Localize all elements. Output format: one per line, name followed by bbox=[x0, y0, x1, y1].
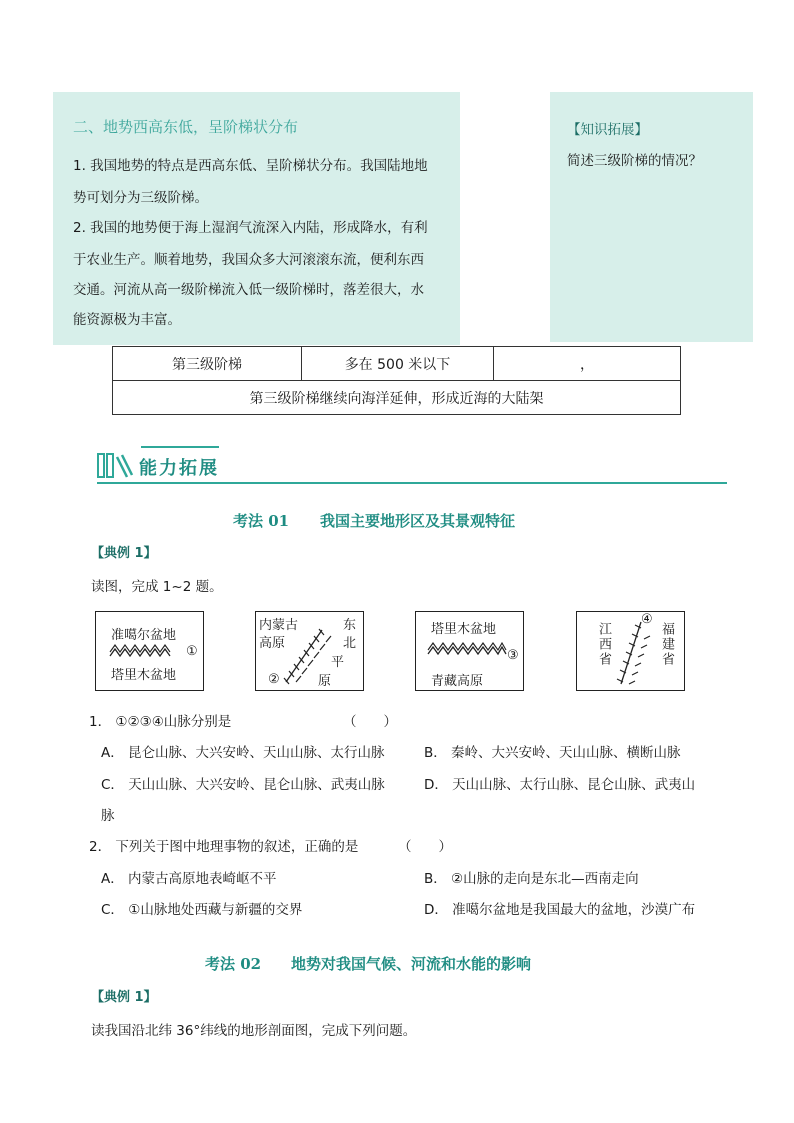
map-figure-3 bbox=[415, 611, 524, 691]
table-row bbox=[113, 347, 681, 381]
map-label: 青藏高原 bbox=[431, 674, 484, 689]
answer-blank: （ ） bbox=[343, 714, 397, 730]
table-row bbox=[113, 381, 681, 415]
kaofa-title: 我国主要地形区及其景观特征 bbox=[320, 512, 516, 530]
map-marker: ④ bbox=[641, 612, 653, 627]
option-c: C． ①山脉地处西藏与新疆的交界 bbox=[101, 902, 303, 918]
option-d: D． 准噶尔盆地是我国最大的盆地，沙漠广布 bbox=[424, 902, 696, 918]
paragraph-line: 能资源极为丰富。 bbox=[73, 312, 181, 328]
paragraph-line: 交通。河流从高一级阶梯流入低一级阶梯时，落差很大，水 bbox=[73, 282, 424, 298]
knowledge-panel bbox=[53, 92, 460, 345]
terrain-steps-table bbox=[112, 346, 681, 415]
option-d-continued: 脉 bbox=[101, 808, 115, 824]
table-cell: 第三级阶梯继续向海洋延伸，形成近海的大陆架 bbox=[113, 381, 681, 415]
section-rule bbox=[97, 482, 727, 484]
kaofa-label: 考法 01 bbox=[233, 512, 290, 530]
map-label: 北 bbox=[343, 636, 357, 651]
paragraph-line: 于农业生产。顺着地势，我国众多大河滚滚东流，便利东西 bbox=[73, 252, 424, 268]
paragraph-line: 势可划分为三级阶梯。 bbox=[73, 190, 208, 206]
option-a: A． 内蒙古高原地表崎岖不平 bbox=[101, 871, 277, 887]
books-icon bbox=[97, 451, 135, 479]
example-tag: 【典例 1】 bbox=[91, 546, 157, 561]
question-stem: 1． ①②③④山脉分别是 bbox=[89, 714, 232, 730]
extension-title: 【知识拓展】 bbox=[567, 122, 648, 138]
panel-heading: 二、地势西高东低，呈阶梯状分布 bbox=[73, 118, 299, 136]
map-marker: ③ bbox=[507, 648, 519, 663]
instruction-text: 读我国沿北纬 36°纬线的地形剖面图，完成下列问题。 bbox=[91, 1023, 417, 1039]
map-label: 原 bbox=[318, 674, 332, 689]
map-label: 东 bbox=[343, 618, 357, 633]
paragraph-line: 1. 我国地势的特点是西高东低、呈阶梯状分布。我国陆地地 bbox=[73, 158, 428, 174]
kaofa-title: 地势对我国气候、河流和水能的影响 bbox=[291, 955, 532, 973]
knowledge-extension-panel bbox=[550, 92, 753, 342]
map-marker: ② bbox=[268, 672, 280, 687]
extension-question: 简述三级阶梯的情况？ bbox=[567, 153, 702, 169]
map-marker: ① bbox=[186, 644, 198, 659]
map-label: 内蒙古 bbox=[259, 618, 299, 633]
table-cell: 第三级阶梯 bbox=[113, 347, 302, 381]
map-figure-4 bbox=[576, 611, 685, 691]
option-d: D． 天山山脉、太行山脉、昆仑山脉、武夷山 bbox=[424, 777, 696, 793]
map-label: 福建省 bbox=[659, 622, 674, 667]
option-b: B． ②山脉的走向是东北—西南走向 bbox=[424, 871, 639, 887]
paragraph-line: 2. 我国的地势便于海上湿润气流深入内陆，形成降水，有利 bbox=[73, 220, 428, 236]
option-a: A． 昆仑山脉、大兴安岭、天山山脉、太行山脉 bbox=[101, 745, 385, 761]
answer-blank: （ ） bbox=[398, 839, 452, 855]
map-label: 准噶尔盆地 bbox=[111, 628, 177, 643]
map-label: 江西省 bbox=[596, 622, 611, 667]
map-label: 平 bbox=[331, 655, 345, 670]
map-label: 塔里木盆地 bbox=[111, 668, 177, 683]
kaofa-label: 考法 02 bbox=[205, 955, 262, 973]
table-cell: 多在 500 米以下 bbox=[302, 347, 494, 381]
section-top-rule bbox=[141, 446, 219, 448]
map-figure-1 bbox=[95, 611, 204, 691]
table-cell: ， bbox=[494, 347, 681, 381]
option-c: C． 天山山脉、大兴安岭、昆仑山脉、武夷山脉 bbox=[101, 777, 385, 793]
option-b: B． 秦岭、大兴安岭、天山山脉、横断山脉 bbox=[424, 745, 681, 761]
example-tag: 【典例 1】 bbox=[91, 990, 157, 1005]
map-figure-2 bbox=[255, 611, 364, 691]
map-label: 塔里木盆地 bbox=[431, 622, 497, 637]
instruction-text: 读图，完成 1~2 题。 bbox=[91, 579, 223, 595]
question-stem: 2． 下列关于图中地理事物的叙述，正确的是 bbox=[89, 839, 359, 855]
section-title: 能力拓展 bbox=[139, 458, 219, 479]
map-label: 高原 bbox=[259, 636, 286, 651]
